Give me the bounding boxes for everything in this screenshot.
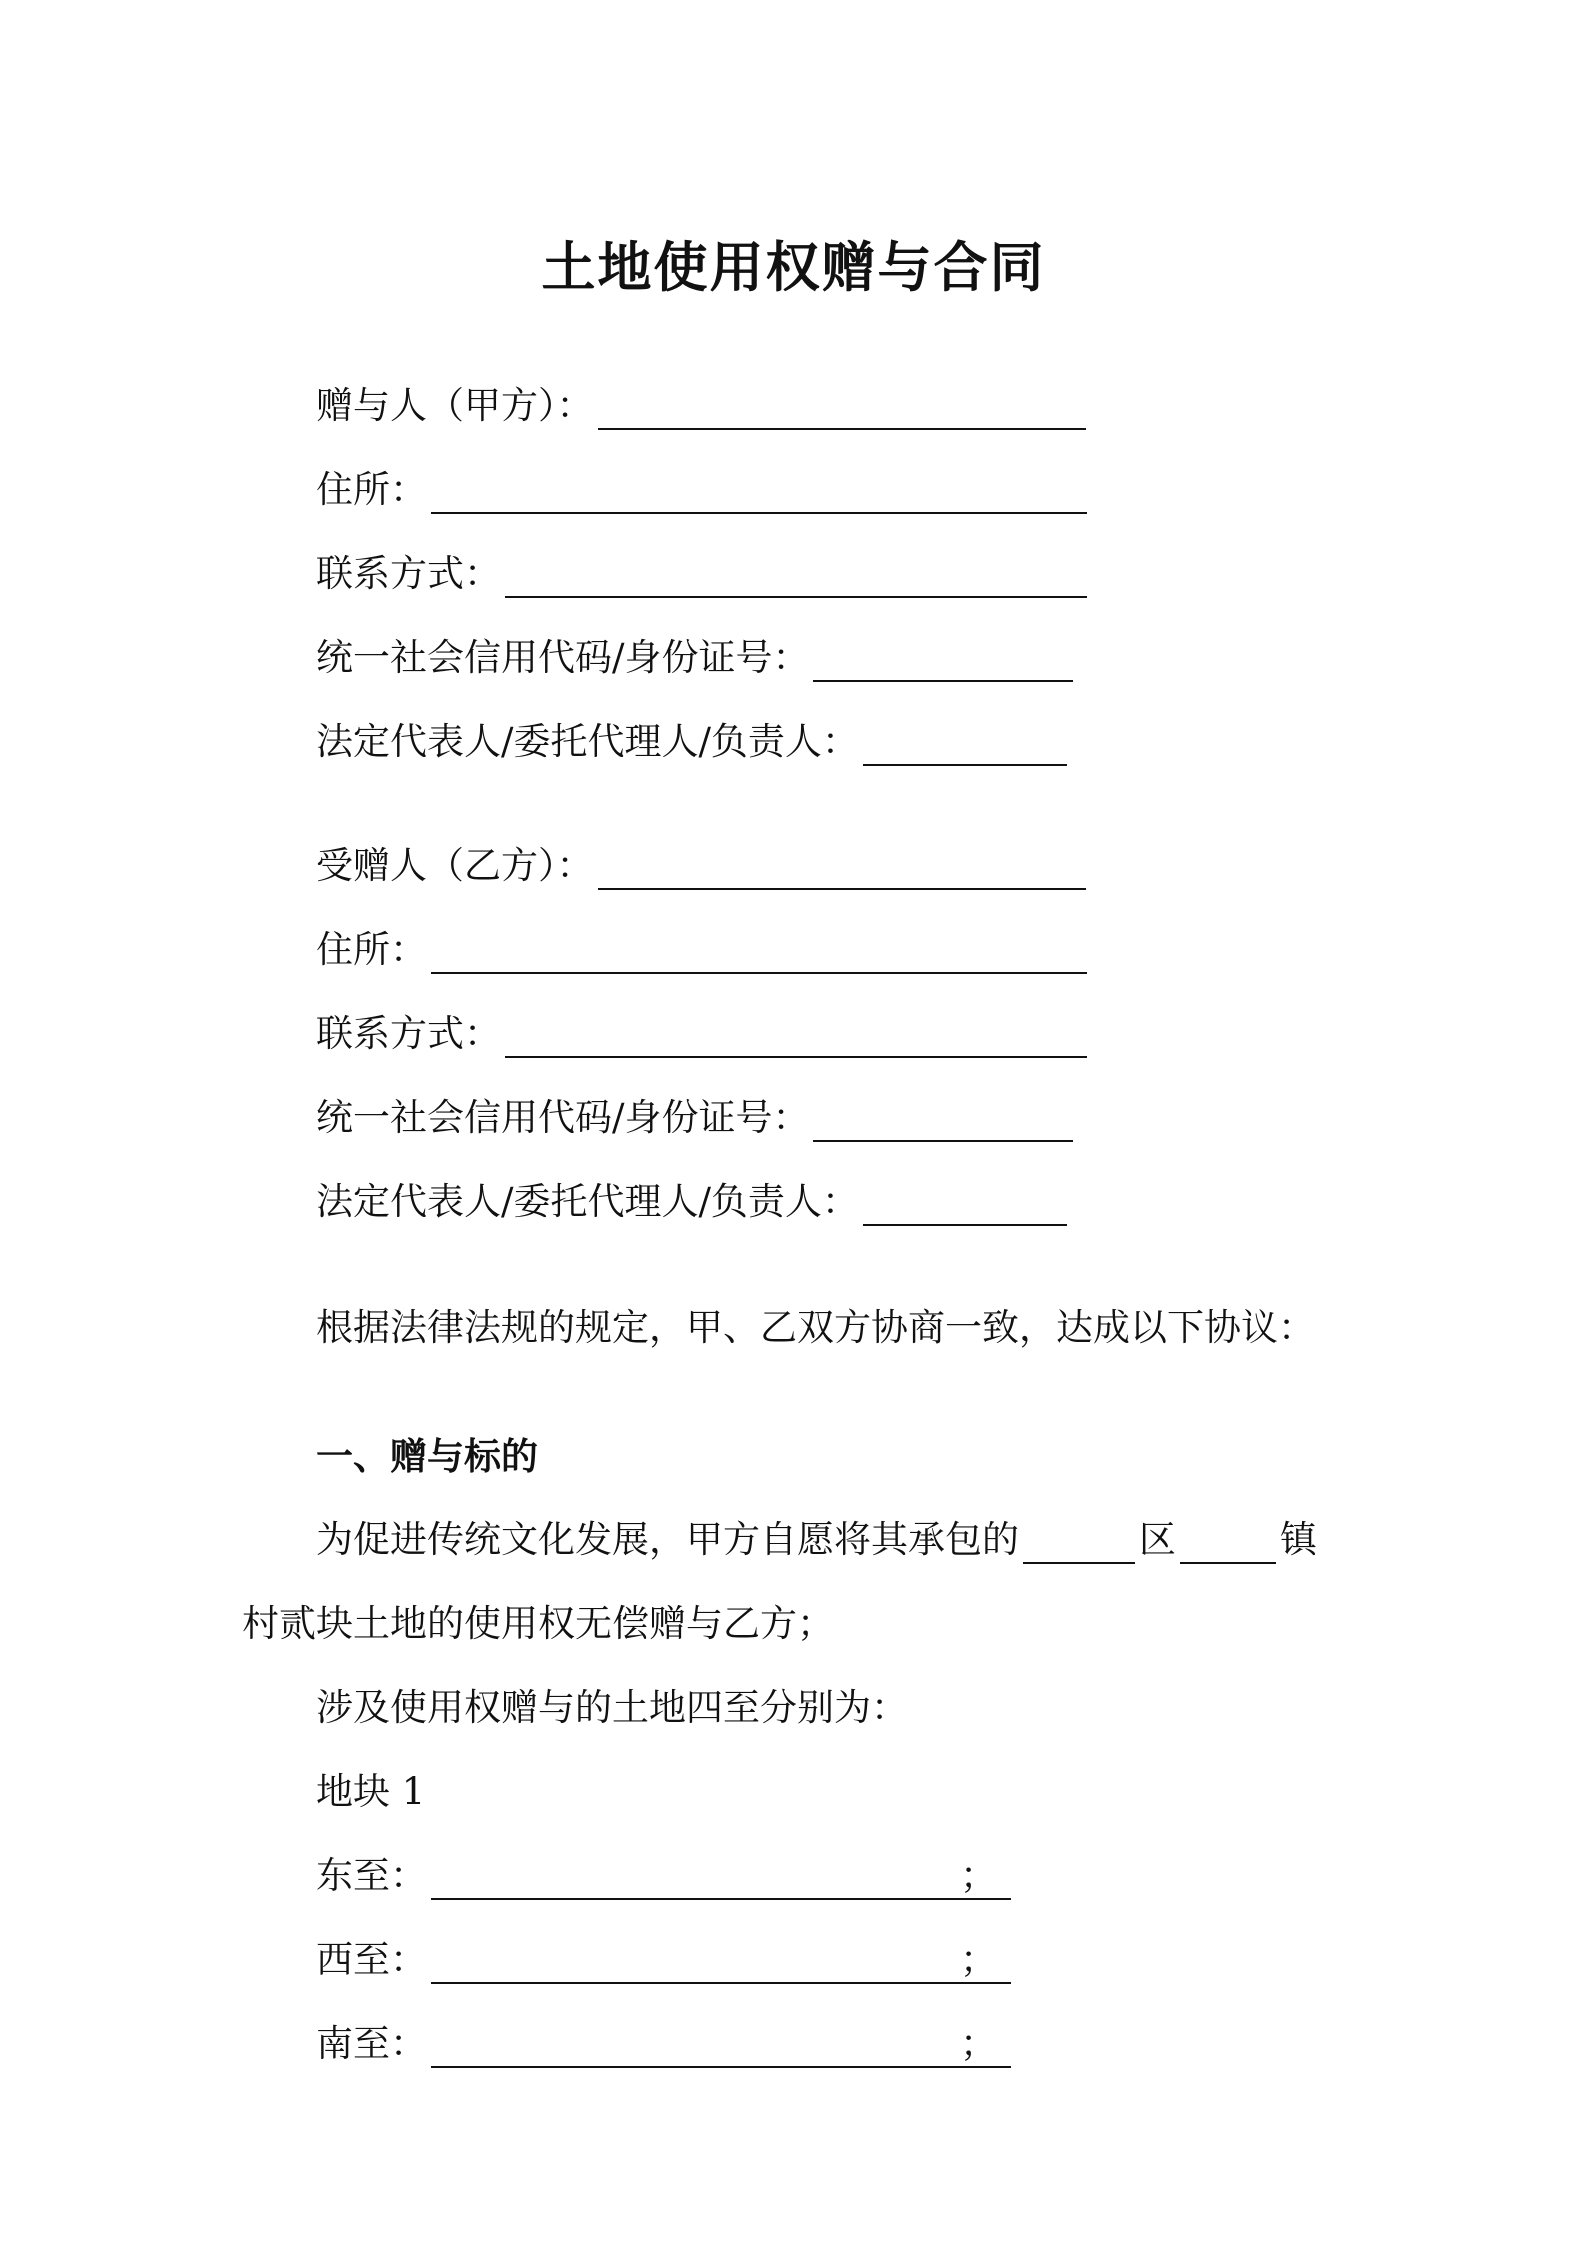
west-boundary-row: [316, 1928, 1011, 1984]
party-a-donor-row: [316, 374, 1086, 430]
party-a-id-blank[interactable]: [813, 636, 1073, 682]
section-1-paragraph-line1: [316, 1508, 1317, 1564]
party-a-rep-row: [316, 710, 1067, 766]
east-blank[interactable]: [431, 1854, 1011, 1900]
party-b-rep-label: 法定代表人/委托代理人/负责人：: [316, 1180, 859, 1223]
party-b-contact-blank[interactable]: [505, 1012, 1087, 1058]
plot-1-label-row: [316, 1760, 425, 1816]
party-b-address-label: 住所：: [316, 928, 427, 971]
party-b-id-label: 统一社会信用代码/身份证号：: [316, 1096, 810, 1139]
party-a-address-row: [316, 458, 1087, 514]
south-blank[interactable]: [431, 2022, 1011, 2068]
party-b-contact-label: 联系方式：: [316, 1012, 501, 1055]
south-semicolon: ；: [960, 2022, 997, 2065]
west-label: 西至：: [316, 1938, 427, 1981]
party-b-address-row: [316, 918, 1087, 974]
section-1-heading-text: 一、赠与标的: [316, 1434, 538, 1478]
party-b-rep-row: [316, 1170, 1067, 1226]
party-b-contact-row: [316, 1002, 1087, 1058]
party-a-donor-label: 赠与人（甲方）：: [316, 384, 594, 427]
party-b-donee-label: 受赠人（乙方）：: [316, 844, 594, 887]
party-b-donee-row: [316, 834, 1086, 890]
party-b-donee-blank[interactable]: [598, 844, 1086, 890]
east-label: 东至：: [316, 1854, 427, 1897]
district-blank[interactable]: [1023, 1518, 1135, 1564]
intro-text: 根据法律法规的规定，甲、乙双方协商一致，达成以下协议：: [316, 1306, 1315, 1349]
east-boundary-row: [316, 1844, 1011, 1900]
party-a-address-blank[interactable]: [431, 468, 1087, 514]
party-a-rep-blank[interactable]: [863, 720, 1067, 766]
party-a-id-label: 统一社会信用代码/身份证号：: [316, 636, 810, 679]
west-blank[interactable]: [431, 1938, 1011, 1984]
town-blank[interactable]: [1180, 1518, 1276, 1564]
section-1-paragraph-line2: [242, 1592, 834, 1648]
east-semicolon: ；: [960, 1854, 997, 1897]
plot-1-label: 地块 1: [316, 1770, 426, 1813]
party-a-donor-blank[interactable]: [598, 384, 1086, 430]
boundaries-intro: [316, 1676, 908, 1732]
party-a-rep-label: 法定代表人/委托代理人/负责人：: [316, 720, 859, 763]
page-title: 土地使用权赠与合同: [541, 235, 1046, 299]
party-b-rep-blank[interactable]: [863, 1180, 1067, 1226]
party-b-address-blank[interactable]: [431, 928, 1087, 974]
party-a-contact-row: [316, 542, 1087, 598]
south-label: 南至：: [316, 2022, 427, 2065]
party-a-address-label: 住所：: [316, 468, 427, 511]
west-semicolon: ；: [960, 1938, 997, 1981]
party-a-contact-blank[interactable]: [505, 552, 1087, 598]
section-1-heading: [316, 1424, 538, 1480]
district-label: 区: [1139, 1518, 1176, 1561]
intro-paragraph: [316, 1296, 1315, 1352]
party-a-id-row: [316, 626, 1073, 682]
boundaries-intro-text: 涉及使用权赠与的土地四至分别为：: [316, 1686, 908, 1729]
south-boundary-row: [316, 2012, 1011, 2068]
section-1-text-part1: 为促进传统文化发展，甲方自愿将其承包的: [316, 1518, 1019, 1561]
party-a-contact-label: 联系方式：: [316, 552, 501, 595]
party-b-id-row: [316, 1086, 1073, 1142]
section-1-text-line2: 村贰块土地的使用权无偿赠与乙方；: [242, 1602, 834, 1645]
town-label: 镇: [1280, 1518, 1317, 1561]
party-b-id-blank[interactable]: [813, 1096, 1073, 1142]
